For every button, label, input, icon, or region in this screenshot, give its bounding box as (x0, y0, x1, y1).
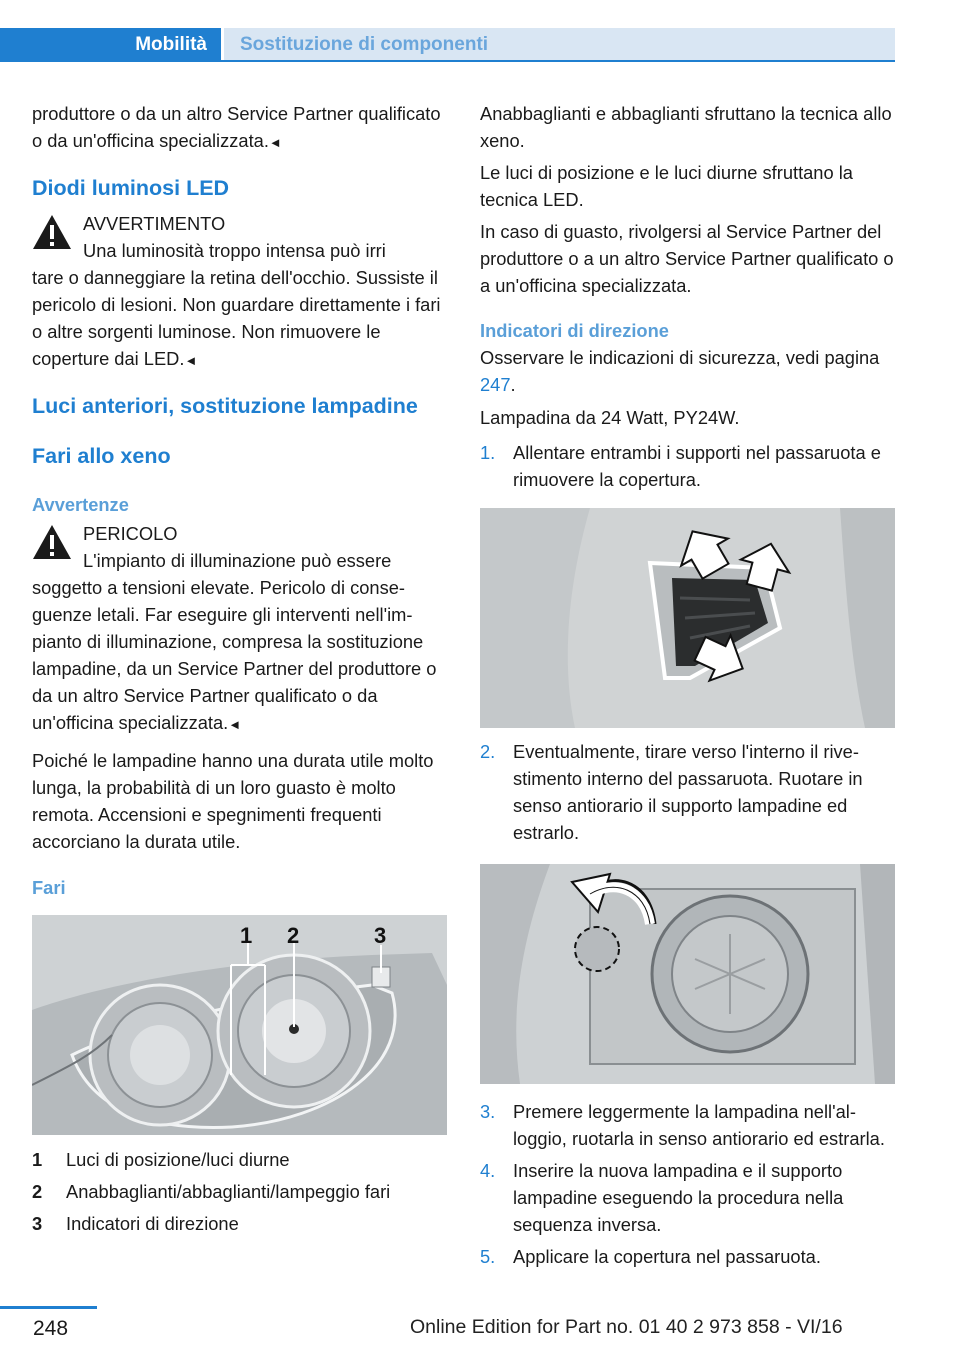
warning-title: AVVERTIMENTO (83, 213, 226, 234)
header-rule (0, 60, 895, 62)
bulb-holder-figure (480, 864, 895, 1084)
bulb-spec: Lampadina da 24 Watt, PY24W. (480, 407, 740, 428)
figure-label-1: 1 (240, 923, 253, 948)
heading-indicators: Indicatori di direzione (480, 320, 669, 341)
wheel-arch-illustration (480, 508, 895, 728)
heading-led: Diodi luminosi LED (32, 176, 230, 200)
danger-text: soggetto a tensioni elevate. Pericolo di conseguenze letali. Far eseguire gli interventi nell'impianto di illuminazione, compresa la sostituzione lampadine, da un Service Partner del produttore o da un altro Service Partner qualificato o da un'officina specializzata.◄ (32, 577, 437, 733)
figure-label-2: 2 (287, 923, 300, 948)
figure-label-3: 3 (374, 923, 387, 948)
tab-section[interactable] (224, 28, 895, 62)
step-item: 5. Applicare la copertura nel passaruota. (480, 1246, 821, 1267)
wheel-arch-figure (480, 508, 895, 728)
legend-item: 2 Anabbaglianti/abbaglianti/lampeggio fari (32, 1181, 391, 1202)
tab-mobilita[interactable]: Mobilità (0, 28, 221, 62)
step-item: 4. Inserire la nuova lampadina e il supporto lampadine eseguendo la procedura nella sequenza inversa. (480, 1160, 844, 1235)
figure-legend (32, 1146, 448, 1237)
section-title: Sostituzione di componenti (240, 34, 489, 55)
left-column (32, 100, 448, 1237)
warning-danger (32, 520, 448, 738)
page-number: 248 (33, 1317, 69, 1340)
warning-led (32, 210, 448, 374)
danger-first-line: L'impianto di illuminazione può essere (83, 550, 392, 571)
step-item: 2. Eventualmente, tirare verso l'interno il rivestimento interno del passaruota. Ruotare in senso antiorario il supporto lampadine ed estrarlo. (480, 741, 863, 843)
edition-note: Online Edition for Part no. 01 40 2 973 858 - VI/16 (410, 1316, 843, 1338)
footer-rule (0, 1306, 97, 1309)
right-column (480, 100, 895, 1270)
heading-front-lights: Luci anteriori, sostituzione lampadine (32, 394, 418, 418)
intro-paragraph: produttore o da un altro Service Partner qualificato o da un'officina specializzata.◄ (32, 103, 441, 151)
heading-fari: Fari (32, 877, 66, 898)
led-paragraph: Le luci di posizione e le luci diurne sfruttano la tecnica LED. (480, 162, 853, 210)
warning-text: tare o danneggiare la retina dell'occhio. Sussiste il pericolo di lesioni. Non guardare direttamente i fari o altre sorgenti luminose. Non rimuovere le coperture dai LED.◄ (32, 267, 441, 369)
warning-triangle-icon (32, 524, 72, 560)
step-item: 3. Premere leggermente la lampadina nell'alloggio, ruotarla in senso antiorario ed estrarla. (480, 1101, 885, 1149)
warning-triangle-icon (32, 214, 72, 250)
heading-notes: Avvertenze (32, 494, 129, 515)
danger-title: PERICOLO (83, 523, 178, 544)
header-tabs (0, 28, 895, 62)
step-item: 1. Allentare entrambi i supporti nel passaruota e rimuovere la copertura. (480, 442, 881, 490)
heading-xeno: Fari allo xeno (32, 444, 171, 468)
headlight-figure (32, 915, 447, 1135)
xeno-paragraph: Anabbaglianti e abbaglianti sfruttano la tecnica allo xeno. (480, 103, 892, 151)
warning-first-line: Una luminosità troppo intensa può irri (83, 240, 386, 261)
legend-item: 3 Indicatori di direzione (32, 1213, 239, 1234)
page-link[interactable]: 247 (480, 374, 511, 395)
safety-paragraph: Osservare le indicazioni di sicurezza, vedi pagina 247. (480, 347, 880, 395)
service-paragraph: In caso di guasto, rivolgersi al Service Partner del produttore o a un altro Service Partner qualificato o a un'officina specializzata. (480, 221, 894, 296)
legend-item: 1 Luci di posizione/luci diurne (32, 1149, 290, 1170)
headlight-illustration (32, 915, 447, 1135)
lamp-life-paragraph: Poiché le lampadine hanno una durata utile molto lunga, la probabilità di un loro guasto è molto remota. Accensioni e spegnimenti frequenti accorciano la durata utile. (32, 750, 434, 852)
bulb-holder-illustration (480, 864, 895, 1084)
